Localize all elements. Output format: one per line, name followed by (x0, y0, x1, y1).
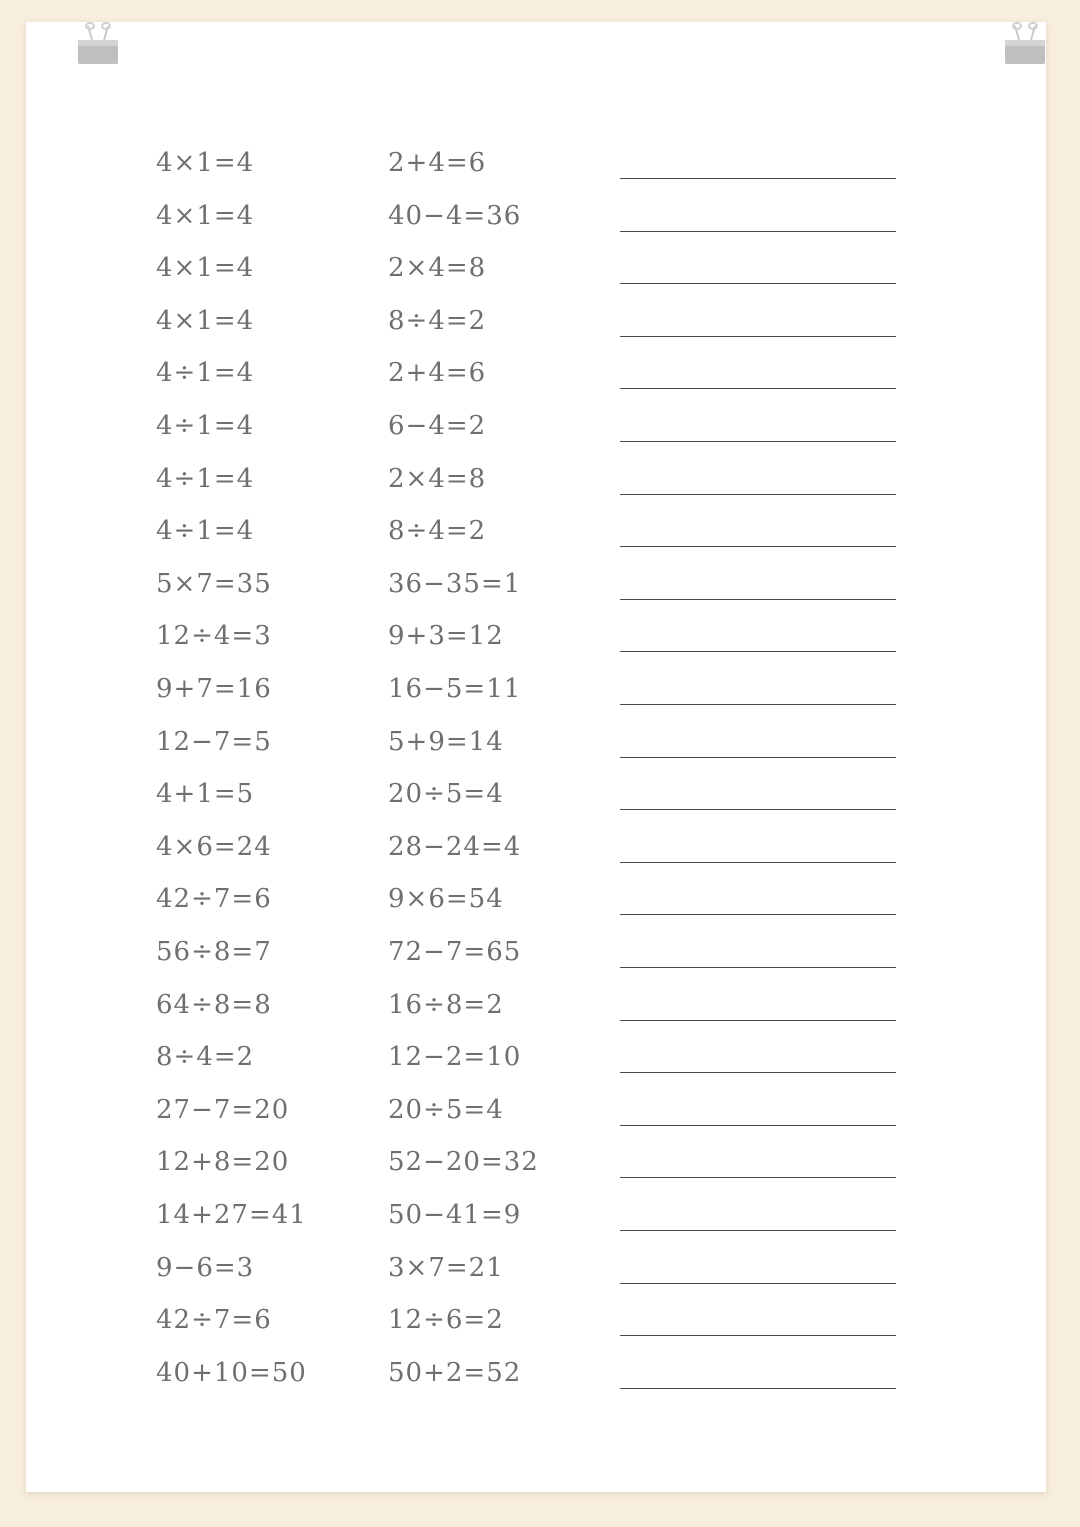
answer-blank-line (620, 1072, 896, 1073)
equation-middle: 5+9=14 (388, 726, 504, 757)
equation-middle: 6−4=2 (388, 411, 487, 441)
equation-middle: 72−7=65 (388, 937, 522, 967)
worksheet-row (26, 356, 1046, 396)
equation-middle: 20÷5=4 (388, 1094, 504, 1125)
worksheet-row (26, 777, 1046, 817)
answer-blank-line (620, 1283, 896, 1284)
worksheet-row (26, 1303, 1046, 1343)
equation-middle: 16÷8=2 (388, 989, 504, 1020)
equation-left: 42÷7=6 (156, 1305, 272, 1336)
equation-middle: 9×6=54 (388, 884, 504, 915)
answer-blank-line (620, 441, 896, 442)
equation-left: 12−7=5 (156, 726, 272, 757)
worksheet-row (26, 1251, 1046, 1291)
equation-middle: 2+4=6 (388, 358, 487, 389)
equation-middle: 2+4=6 (388, 148, 487, 178)
worksheet-row (26, 567, 1046, 607)
equation-left: 4×1=4 (156, 253, 255, 284)
answer-blank-line (620, 1230, 896, 1231)
equation-middle: 8÷4=2 (388, 516, 487, 547)
worksheet-row (26, 462, 1046, 502)
answer-blank-line (620, 704, 896, 705)
answer-blank-line (620, 1335, 896, 1336)
equation-middle: 12−2=10 (388, 1042, 522, 1073)
worksheet-row (26, 1145, 1046, 1185)
equation-middle: 40−4=36 (388, 200, 522, 231)
equation-left: 42÷7=6 (156, 884, 272, 915)
binder-clip-icon (1003, 22, 1047, 68)
equation-left: 4÷1=4 (156, 358, 255, 389)
equation-left: 9−6=3 (156, 1252, 255, 1283)
answer-blank-line (620, 494, 896, 495)
equation-middle: 9+3=12 (388, 621, 504, 652)
answer-blank-line (620, 1125, 896, 1126)
equation-left: 64÷8=8 (156, 989, 272, 1020)
equation-left: 4+1=5 (156, 779, 255, 810)
equation-middle: 52−20=32 (388, 1147, 539, 1178)
equation-middle: 20÷5=4 (388, 779, 504, 810)
equation-middle: 8÷4=2 (388, 305, 487, 336)
worksheet-row (26, 1093, 1046, 1133)
worksheet-row (26, 619, 1046, 659)
worksheet-row (26, 725, 1046, 765)
equation-left: 8÷4=2 (156, 1042, 255, 1073)
equation-left: 12+8=20 (156, 1147, 290, 1178)
equation-middle: 16−5=11 (388, 674, 522, 704)
answer-blank-line (620, 757, 896, 758)
equation-left: 5×7=35 (156, 568, 272, 599)
equation-middle: 36−35=1 (388, 568, 522, 599)
worksheet-row (26, 882, 1046, 922)
answer-blank-line (620, 914, 896, 915)
worksheet-row (26, 988, 1046, 1028)
worksheet-row (26, 409, 1046, 449)
equation-left: 4÷1=4 (156, 516, 255, 547)
answer-blank-line (620, 178, 896, 179)
equation-left: 40+10=50 (156, 1357, 307, 1388)
answer-blank-line (620, 546, 896, 547)
worksheet-row (26, 1198, 1046, 1238)
equation-middle: 2×4=8 (388, 253, 487, 284)
equation-left: 4×1=4 (156, 200, 255, 231)
equation-middle: 50−41=9 (388, 1200, 522, 1230)
answer-blank-line (620, 283, 896, 284)
answer-blank-line (620, 599, 896, 600)
equation-middle: 3×7=21 (388, 1252, 504, 1283)
equation-left: 4÷1=4 (156, 463, 255, 494)
worksheet-row (26, 935, 1046, 975)
worksheet-row (26, 304, 1046, 344)
worksheet-row (26, 1356, 1046, 1396)
equation-left: 4×1=4 (156, 305, 255, 336)
answer-blank-line (620, 336, 896, 337)
worksheet-row (26, 146, 1046, 186)
equation-middle: 50+2=52 (388, 1357, 522, 1388)
equation-left: 27−7=20 (156, 1094, 290, 1125)
worksheet-row (26, 199, 1046, 239)
worksheet-row (26, 1040, 1046, 1080)
worksheet-row (26, 672, 1046, 712)
answer-blank-line (620, 388, 896, 389)
worksheet-row (26, 251, 1046, 291)
worksheet-row (26, 514, 1046, 554)
binder-clip-icon (76, 22, 120, 68)
answer-blank-line (620, 231, 896, 232)
equation-left: 4×6=24 (156, 831, 272, 862)
answer-blank-line (620, 651, 896, 652)
equation-middle: 2×4=8 (388, 463, 487, 494)
answer-blank-line (620, 1388, 896, 1389)
worksheet-row (26, 830, 1046, 870)
equation-left: 56÷8=7 (156, 937, 272, 967)
answer-blank-line (620, 1177, 896, 1178)
equation-left: 4÷1=4 (156, 411, 255, 441)
equation-left: 14+27=41 (156, 1200, 307, 1230)
equation-left: 9+7=16 (156, 674, 272, 704)
equation-middle: 12÷6=2 (388, 1305, 504, 1336)
answer-blank-line (620, 1020, 896, 1021)
worksheet-page (26, 22, 1046, 1492)
answer-blank-line (620, 967, 896, 968)
equation-left: 12÷4=3 (156, 621, 272, 652)
equation-left: 4×1=4 (156, 148, 255, 178)
answer-blank-line (620, 809, 896, 810)
answer-blank-line (620, 862, 896, 863)
equation-middle: 28−24=4 (388, 831, 522, 862)
